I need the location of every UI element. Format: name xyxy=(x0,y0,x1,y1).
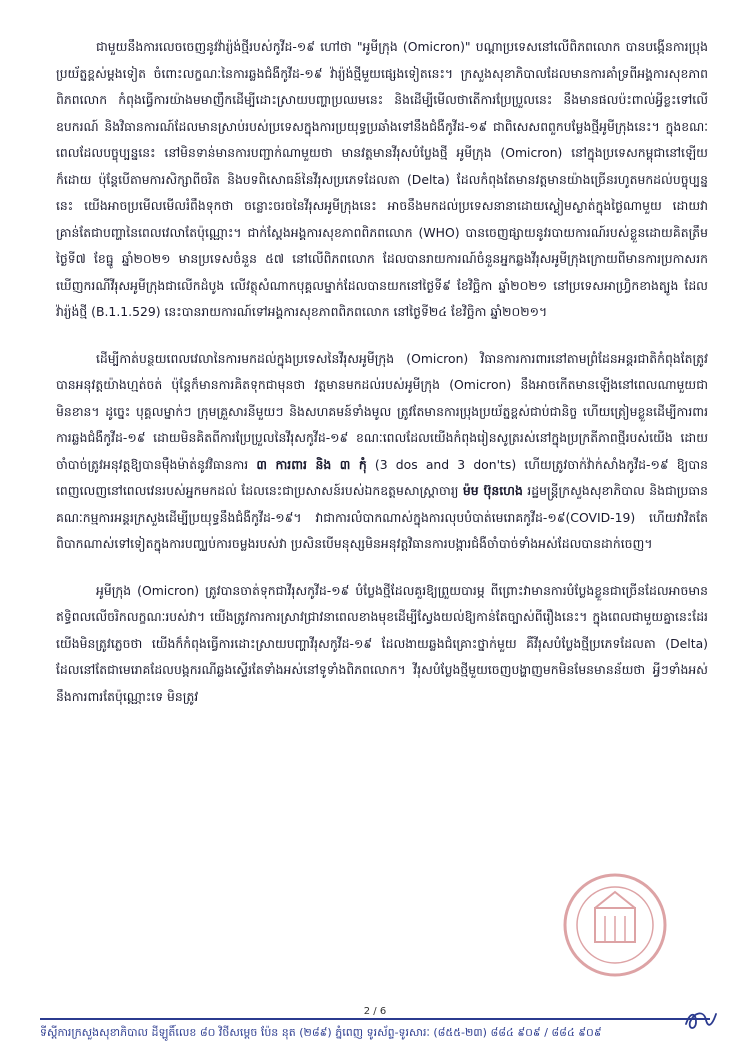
handwritten-initials-icon xyxy=(682,1006,722,1034)
paragraph-2-part-2: (3 dos and 3 don'ts) ហើយត្រូវចាក់វ៉ាក់សាំងកូវីដ-១៩ ឱ្យបានពេញលេញនៅពេលវេនរបស់អ្នកមកដល់ ដែលនេះជាប្រសាសន៍របស់ឯកឧត្តមសាស្ត្រាចារ្យ xyxy=(56,456,708,498)
measures-bold-text: ៣ ការពារ និង ៣ កុំ xyxy=(256,456,367,472)
ministry-seal-icon xyxy=(560,870,670,980)
paragraph-2-part-3: រដ្ឋមន្ត្រីក្រសួងសុខាភិបាល និងជាប្រធានគណៈកម្មការអន្តរក្រសួងដើម្បីប្រយុទ្ធនឹងជំងឺកូវីដ-១៩។ វាជាការលំបាកណាស់ក្នុងការលុបបំបាត់មេរោគកូវីដ-១៩(COVID-19) ហើយវាវិតតែពិបាកណាស់ទៅទៀតក្នុងការបញ្ឈប់ការចម្លងរបស់វា ប្រសិនបើមនុស្សមិនអនុវត្តវិធានការបង្ការជំងឺចាំបាច់ទាំងអស់ដែលបានដាក់ចេញ។ xyxy=(56,483,709,551)
document-body xyxy=(56,34,708,730)
page-number: 2 / 6 xyxy=(363,1006,387,1017)
paragraph-2-part-1: ដើម្បីកាត់បន្ថយពេលវេលានៃការមកដល់ក្នុងប្រទេសនៃវីរុសអូមីក្រុង (Omicron) វិធានការការពារនៅតាមព្រំដែនអន្តរជាតិកំពុងតែត្រូវបានអនុវត្តយ៉ាងហ្មត់ចត់ ប៉ុន្តែក៏មានការគិតទុកជាមុនថា វត្តមានមកដល់របស់អូមីក្រុង (Omicron) នឹងអាចកើតមានឡើងនៅពេលណាមួយជាមិនខាន។ ដូច្នេះ បុគ្គលម្នាក់ៗ ក្រុមគ្រួសារនីមួយៗ និងសហគមន៍ទាំងមូល ត្រូវតែមានការប្រុងប្រយ័ត្នខ្ពស់ជាប់ជានិច្ច ហើយត្រៀមខ្លួនដើម្បីការពារការឆ្លងជំងឺកូវីដ-១៩ ដោយមិនគិតពីការប្រែប្រួលនៃវីរុសកូវីដ-១៩ ខណៈពេលដែលយើងកំពុងរៀនសូត្ររស់នៅក្នុងប្រក្រតីភាពថ្មីរបស់យើង ដោយចាំបាច់ត្រូវអនុវត្តឱ្យបានម៉ឺងម៉ាត់នូវវិធានការ xyxy=(56,350,708,472)
footer-divider xyxy=(40,1018,710,1020)
minister-name: ម៉ម ប៊ុនហេង xyxy=(462,483,523,498)
paragraph-2 xyxy=(56,346,708,558)
paragraph-3: អូមីក្រុង (Omicron) ត្រូវបានចាត់ទុកជាវីរុសកូវីដ-១៩ បំប្លែងថ្មីដែលគួរឱ្យព្រួយបារម្ភ ពីព្រោះវាមានការបំប្លែងខ្លួនជាច្រើនដែលអាចមានឥទ្ធិពលលើចរិកលក្ខណៈរបស់វា។ យើងត្រូវការការស្រាវជ្រាវនាពេលខាងមុខដើម្បីស្វែងយល់ឱ្យកាន់តែច្បាស់ពីរឿងនេះ។ ក្នុងពេលជាមួយគ្នានេះដែរ យើងមិនត្រូវភ្លេចថា យើងក៏កំពុងធ្វើការដោះស្រាយបញ្ហាវីរុសកូវីដ-១៩ ដែលងាយឆ្លងជំគ្រោះថ្នាក់មួយ គឺវីរុសបំប្លែងថ្មីប្រភេទដែលតា (Delta) ដែលនៅតែជាមេរោគដែលបង្កករណីឆ្លងស្ទើរតែទាំងអស់នៅទូទាំងពិភពលោក។ វីរុសបំប្លែងថ្មីមួយចេញបង្ហាញមកមិនមែនមានន័យថា អ្វីៗទាំងអស់នឹងការពារតែប៉ុណ្ណោះទេ មិនត្រូវ xyxy=(56,582,708,704)
footer-address: ទីស្ដីការក្រសួងសុខាភិបាល ដីឡូតិ៍លេខ ៨០ វិថីសម្ដេច ប៉ែន នុត (២៨៩) ភ្នំពេញ ទូរស័ព្ទ-ទូរសារៈ (៨៥៥-២៣) ៨៨៤ ៩០៩ / ៨៨៤ ៩០៩ xyxy=(40,1026,602,1039)
paragraph-1: ជាមួយនឹងការលេចចេញនូវវ៉ារ្យ៉ង់ថ្មីរបស់កូវីដ-១៩ ហៅថា "អូមីក្រុង (Omicron)" បណ្ដាប្រទេសនៅលើពិភពលោក បានបង្កើនការប្រុងប្រយ័ត្នខ្ពស់ម្ដងទៀត ចំពោះលក្ខណៈនៃការឆ្លងជំងឺកូវីដ-១៩ វ៉ារ្យ៉ង់ថ្មីមួយផ្សេងទៀតនេះ។ ក្រសួងសុខាភិបាលដែលមានការគាំទ្រពីអង្គការសុខភាពពិភពលោក កំពុងធ្វើការយ៉ាងមមាញឹកដើម្បីដោះស្រាយបញ្ហាប្រឈមនេះ និងដើម្បីមើលថាតើការប្រែប្រួលនេះ នឹងមានផលប៉ះពាល់អ្វីខ្លះទៅលើឧបករណ៍ និងវិធានការណ៍ដែលមានស្រាប់របស់ប្រទេសក្នុងការប្រយុទ្ធប្រឆាំងទៅនឹងជំងឺកូវីដ-១៩ ជាពិសេសពពួកបម្លែងថ្មីអូមីក្រុងនេះ។ ក្នុងខណៈពេលដែលបច្ចុប្បន្ននេះ នៅមិនទាន់មានការបញ្ជាក់ណាមួយថា មានវត្តមានវីរុសបំប្លែងថ្មី អូមីក្រុង (Omicron) នៅក្នុងប្រទេសកម្ពុជានៅឡើយក៏ដោយ ប៉ុន្តែបើតាមការសិក្សាពីចរិត និងបទពិសោធន៍នៃវីរុសប្រភេទដែលតា (Delta) ដែលកំពុងតែមានវត្តមានយ៉ាងច្រើនរហូតមកដល់បច្ចុប្បន្ននេះ យើងអាចប្រមើលមើលរំពឹងទុកថា ចន្លោះចរចនៃវីរុសអូមីក្រុងនេះ អាចនឹងមកដល់ប្រទេសនានាដោយស្ងៀមស្ងាត់ក្នុងថ្ងៃណាមួយ ដោយវាគ្រាន់តែជាបញ្ហានៃពេលវេលាតែប៉ុណ្ណោះ។ ជាក់ស្ដែងអង្គការសុខភាពពិភពលោក (WHO) បានចេញផ្សាយនូវរបាយការណ៍របស់ខ្លួនដោយគិតត្រឹមថ្ងៃទី៧ ខែធ្នូ ឆ្នាំ២០២១ មានប្រទេសចំនួន ៥៧ នៅលើពិភពលោក ដែលបានរាយការណ៍ចំនួនអ្នកឆ្លងវីរុសអូមីក្រុងក្រោយពីមានការប្រកាសរកឃើញករណីវីរុសអូមីក្រុងជាលើកដំបូង លើវត្ថុសំណាកបុគ្គលម្នាក់ដែលបានយកនៅថ្ងៃទី៩ ខែវិច្ឆិកា ឆ្នាំ២០២១ នៅប្រទេសអាហ្វ្រិកខាងត្បូង ដែលវ៉ារ្យ៉ង់ថ្មី (B.1.1.529) នេះបានរាយការណ៍ទៅអង្គការសុខភាពពិភពលោក នៅថ្ងៃទី២៤ ខែវិច្ឆិកា ឆ្នាំ២០២១។ xyxy=(56,39,708,319)
